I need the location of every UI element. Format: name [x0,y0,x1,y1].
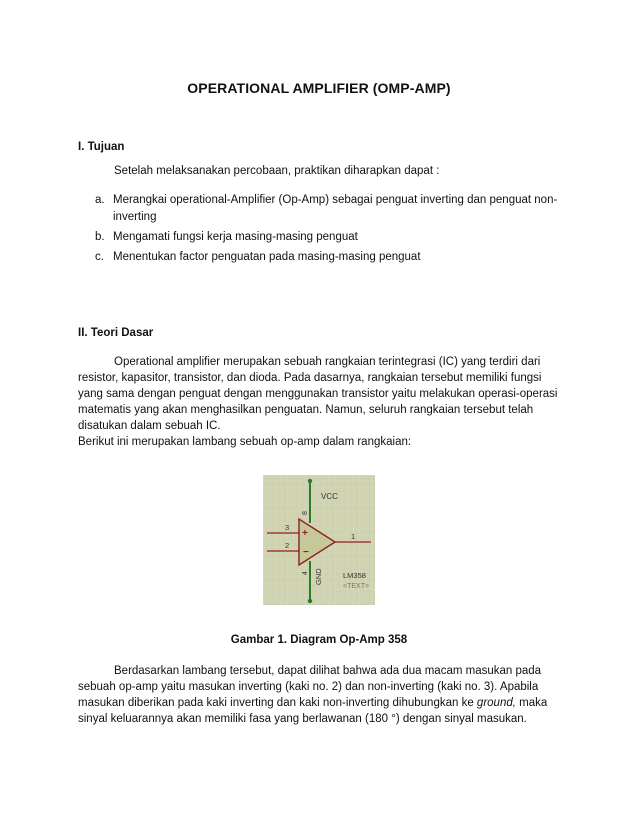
paragraph-line: Berikut ini merupakan lambang sebuah op-amp dalam rangkaian: [78,436,412,448]
paragraph-line [78,695,568,711]
ground-term: ground, [476,697,516,709]
part-label: LM358 [343,571,366,580]
paragraph-line: Berdasarkan lambang tersebut, dapat dilihat bahwa ada dua macam masukan pada [114,665,542,677]
pin-1-label: 1 [351,532,356,541]
list-item [95,229,575,246]
tujuan-list [95,192,575,269]
list-item-line: Menentukan factor penguatan pada masing-masing penguat [113,251,421,263]
figure-caption: Gambar 1. Diagram Op-Amp 358 [230,634,408,646]
list-item-line: Mengamati fungsi kerja masing-masing penguat [113,231,358,243]
list-item-line: Merangkai operational-Amplifier (Op-Amp) sebagai penguat inverting dan penguat non- [113,194,558,206]
non-inverting-symbol: + [302,528,308,539]
paragraph-line: matematis yang akan menghasilkan penguatan. Namun, seluruh rangkaian tersebut telah [78,404,534,416]
list-marker: a. [95,194,105,206]
paragraph-line: sinyal keluarannya akan memiliki fasa yang berlawanan (180 °) dengan sinyal masukan. [78,713,527,725]
paragraph-text: maka [515,697,548,709]
op-amp-diagram-svg [263,475,375,605]
vcc-label: VCC [321,492,338,501]
pin-2-label: 2 [285,541,290,550]
pin-4-label: 4 [302,571,309,575]
document-title: OPERATIONAL AMPLIFIER (OMP-AMP) [187,80,451,96]
list-item [95,192,575,226]
paragraph-line: yang sama dengan penguat dengan menggunakan transistor yaitu melakukan operasi-operasi [78,388,558,400]
paragraph-line: Operational amplifier merupakan sebuah rangkaian terintegrasi (IC) yang terdiri dari [114,356,541,368]
pin-3-label: 3 [285,523,290,532]
vcc-terminal [308,479,312,483]
list-item-line: inverting [113,211,157,223]
inverting-symbol: − [303,547,309,558]
paragraph-line: resistor, kapasitor, transistor, dan dioda. Pada dasarnya, rangkaian tersebut memiliki fungsi [78,372,542,384]
list-marker: c. [95,251,104,263]
pin-8-label: 8 [302,511,309,515]
tujuan-intro: Setelah melaksanakan percobaan, praktikan diharapkan dapat : [114,165,440,177]
paragraph-line: disatukan dalam sebuah IC. [78,420,221,432]
list-marker: b. [95,231,105,243]
list-item [95,249,575,266]
gnd-terminal [308,599,312,603]
section-heading-teori-dasar: II. Teori Dasar [78,327,154,339]
penjelasan-paragraph [78,663,568,727]
section-heading-tujuan: I. Tujuan [78,141,125,153]
paragraph-line: sebuah op-amp yaitu masukan inverting (kaki no. 2) dan non-inverting (kaki no. 3). Apabila [78,681,539,693]
part-text-label: <TEXT> [343,583,370,590]
gnd-label: GND [314,568,323,585]
teori-paragraph [78,354,568,450]
paragraph-text: masukan diberikan pada kaki inverting dan kaki non-inverting dihubungkan ke [78,697,477,709]
op-amp-diagram [263,475,375,605]
